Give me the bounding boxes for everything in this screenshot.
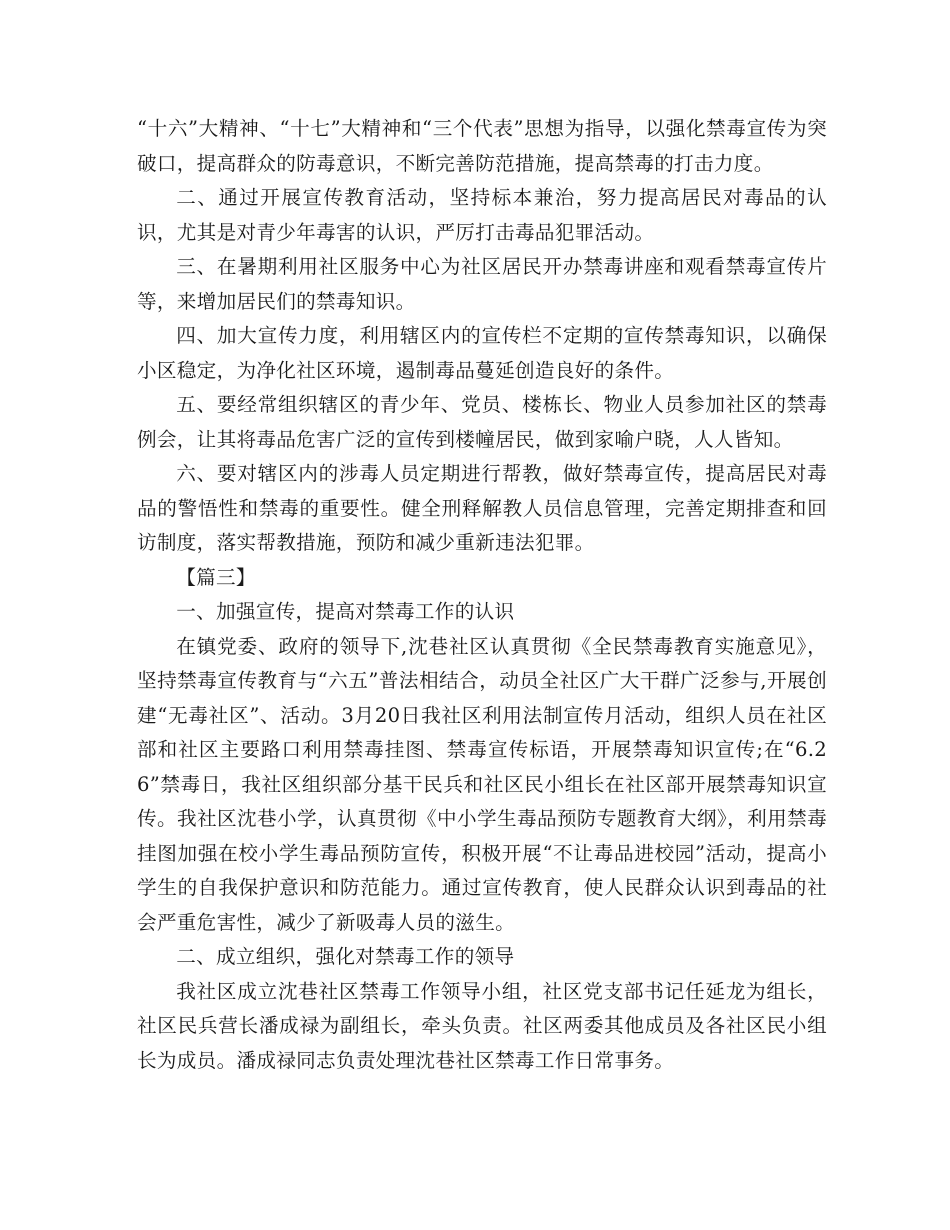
paragraph-organization: 我社区成立沈巷社区禁毒工作领导小组，社区党支部书记任延龙为组长，社区民兵营长潘成禄为副组长，牵头负责。社区两委其他成员及各社区民小组长为成员。潘成禄同志负责处理沈巷社区禁毒工作日常事务。 (137, 979, 827, 1072)
paragraph-item-4: 四、加大宣传力度，利用辖区内的宣传栏不定期的宣传禁毒知识，以确保小区稳定，为净化社区环境，遏制毒品蔓延创造良好的条件。 (137, 324, 827, 382)
paragraph-item-2: 二、通过开展宣传教育活动，坚持标本兼治，努力提高居民对毒品的认识，尤其是对青少年毒害的认识，严厉打击毒品犯罪活动。 (137, 186, 827, 244)
section-heading-1: 一、加强宣传，提高对禁毒工作的认识 (176, 600, 515, 623)
section-title-part-three: 【篇三】 (176, 565, 256, 589)
document-page (137, 112, 827, 1078)
paragraph-item-5: 五、要经常组织辖区的青少年、党员、楼栋长、物业人员参加社区的禁毒例会，让其将毒品危害广泛的宣传到楼幢居民，做到家喻户晓，人人皆知。 (137, 393, 827, 451)
paragraph-item-6: 六、要对辖区内的涉毒人员定期进行帮教，做好禁毒宣传，提高居民对毒品的警悟性和禁毒的重要性。健全刑释解教人员信息管理，完善定期排查和回访制度，落实帮教措施，预防和减少重新违法犯罪。 (137, 462, 827, 554)
section-heading-2: 二、成立组织，强化对禁毒工作的领导 (176, 945, 515, 968)
paragraph-publicity: 在镇党委、政府的领导下,沈巷社区认真贯彻《全民禁毒教育实施意见》，坚持禁毒宣传教育与“六五”普法相结合，动员全社区广大干群广泛参与,开展创建“无毒社区”、活动。3月20日我社区利用法制宣传月活动，组织人员在社区部和社区主要路口利用禁毒挂图、禁毒宣传标语，开展禁毒知识宣传;在“6.26”禁毒日，我社区组织部分基干民兵和社区民小组长在社区部开展禁毒知识宣传。我社区沈巷小学，认真贯彻《中小学生毒品预防专题教育大纲》，利用禁毒挂图加强在校小学生毒品预防宣传，积极开展“不让毒品进校园”活动，提高小学生的自我保护意识和防范能力。通过宣传教育，使人民群众认识到毒品的社会严重危害性，减少了新吸毒人员的滋生。 (137, 634, 827, 934)
paragraph-continuation: “十六”大精神、“十七”大精神和“三个代表”思想为指导，以强化禁毒宣传为突破口，提高群众的防毒意识，不断完善防范措施，提高禁毒的打击力度。 (137, 117, 827, 175)
paragraph-item-3: 三、在暑期利用社区服务中心为社区居民开办禁毒讲座和观看禁毒宣传片等，来增加居民们的禁毒知识。 (137, 255, 827, 313)
